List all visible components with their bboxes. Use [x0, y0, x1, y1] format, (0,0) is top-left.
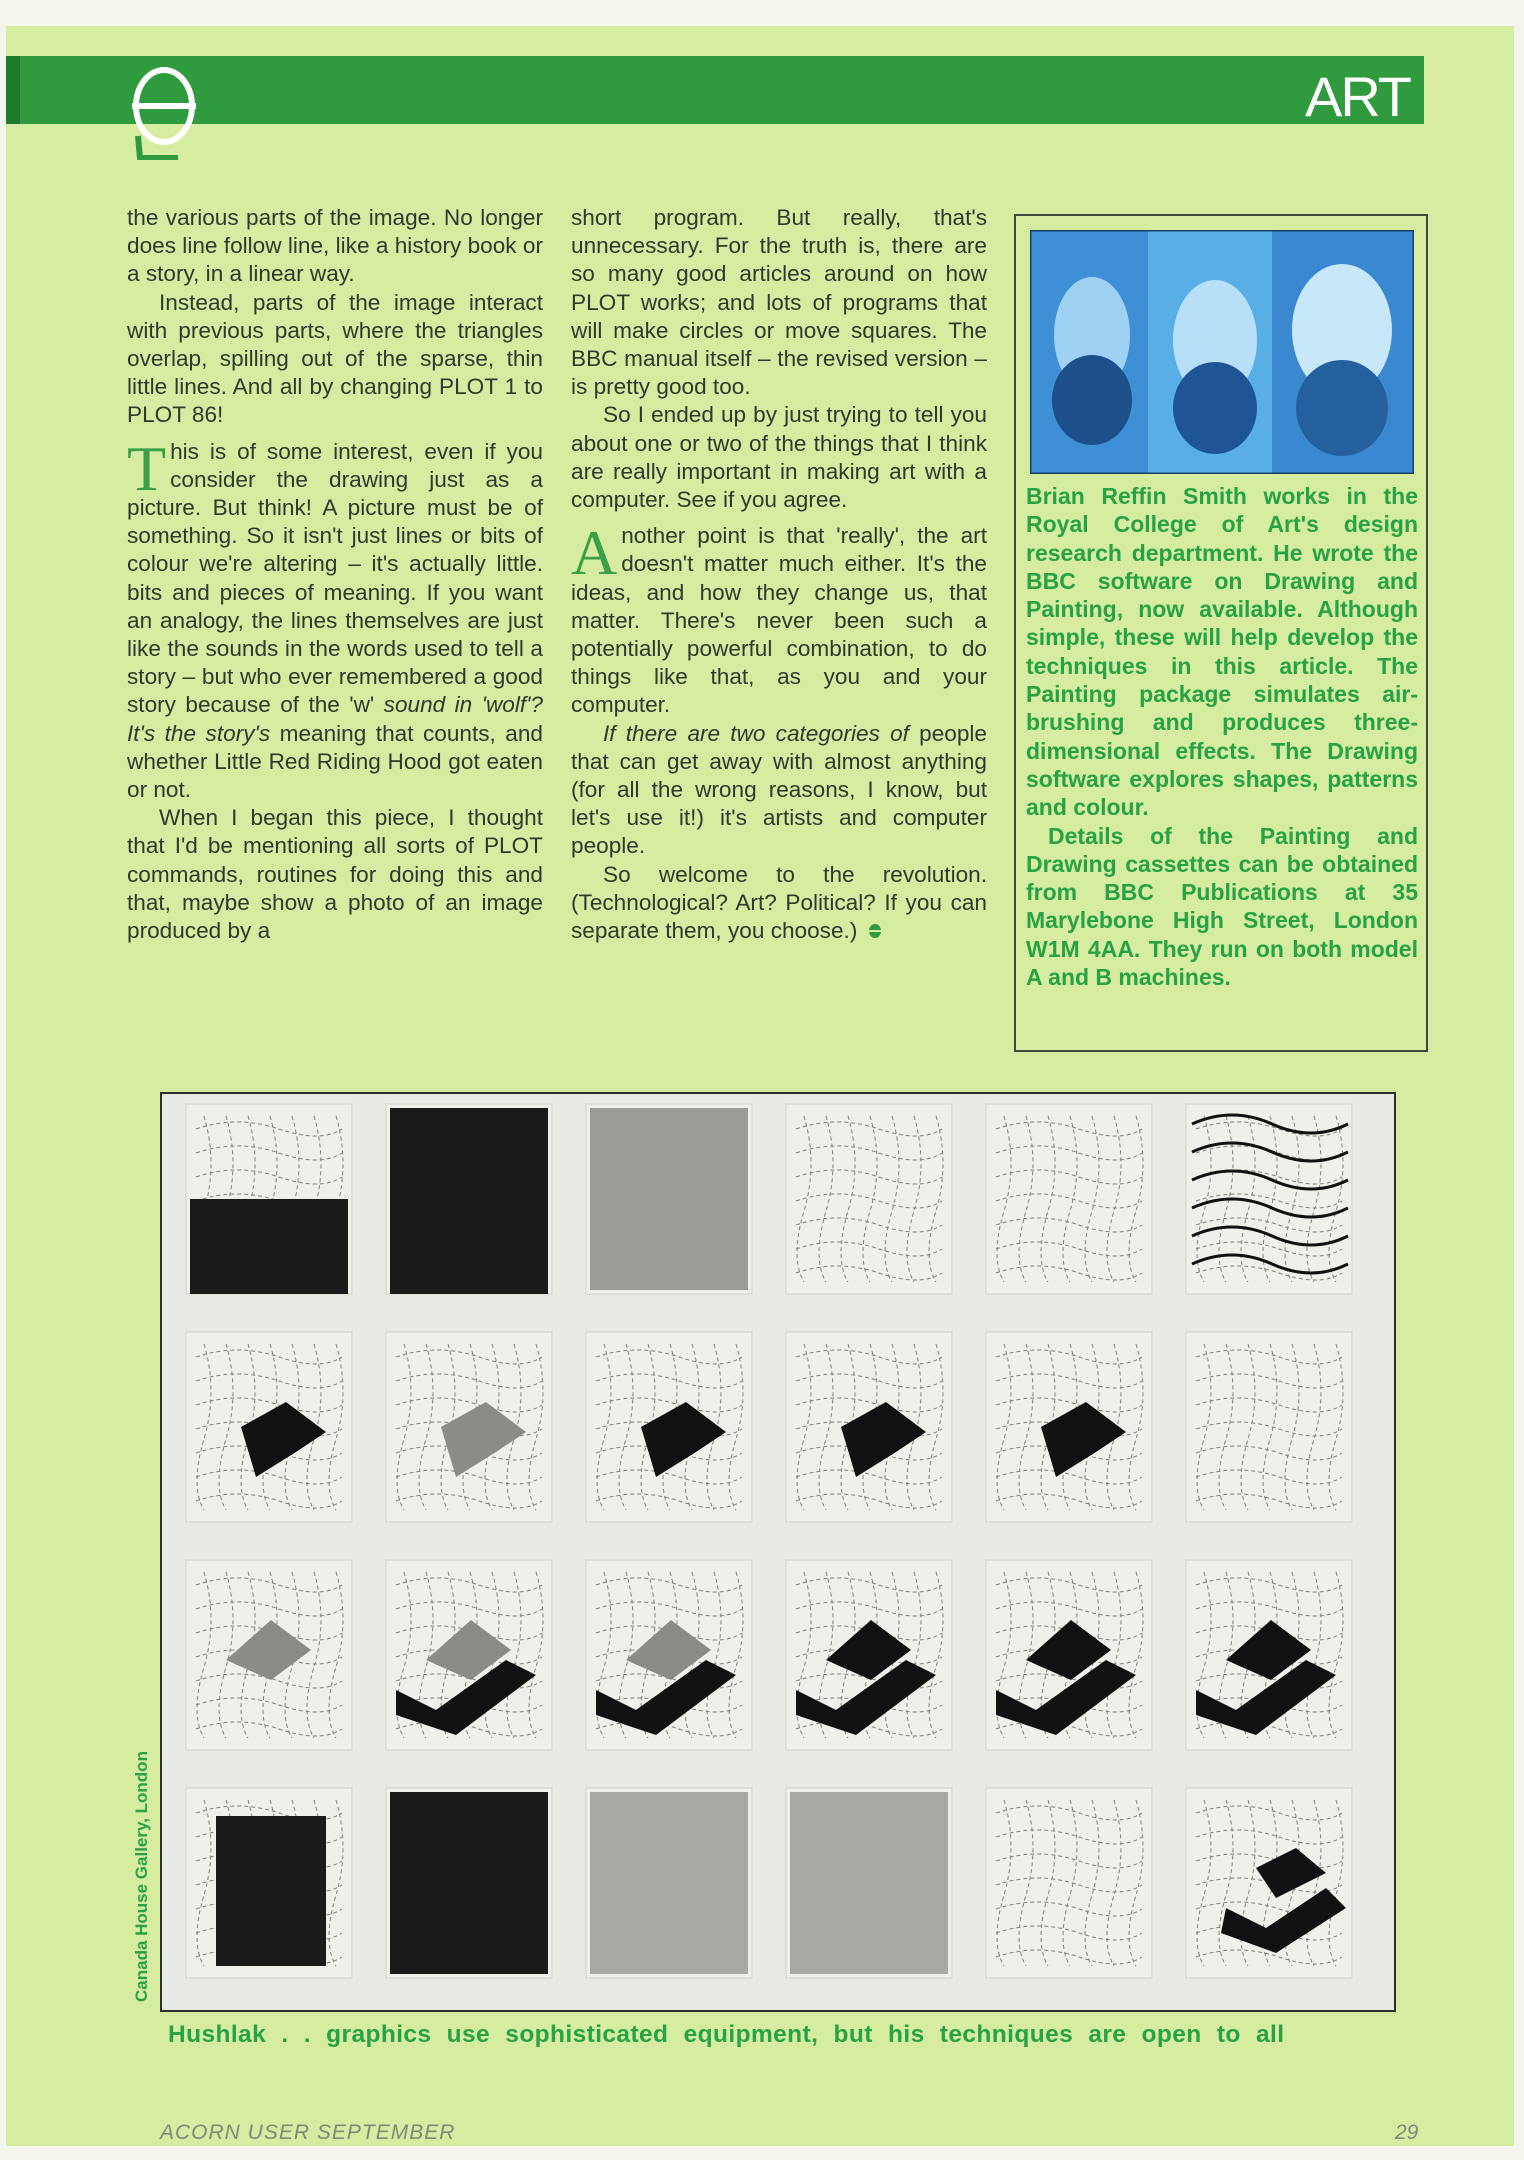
figure-panel	[986, 1104, 1152, 1294]
figure-panel	[1186, 1332, 1352, 1522]
hatched-fill	[590, 1108, 748, 1290]
figure-panel	[986, 1560, 1152, 1750]
paragraph: Instead, parts of the image interact with previous parts, where the triangles overlap, spilling out of the sparse, thin little lines. And all by changing PLOT 1 to PLOT 86!	[127, 289, 543, 428]
paragraph-text: his is of some interest, even if you consider the drawing just as a picture. But think! A picture must be of something. So it isn't just lines or bits of colour we're altering – it's actually little. bits and pieces of meaning. If you want an analogy, the lines themselves are just like the sounds in the words used to tell a story – but who ever remembered a good story because of the 'w'	[127, 438, 543, 718]
article-column-1	[127, 204, 543, 945]
figure-panel	[586, 1332, 752, 1522]
figure-panel	[186, 1788, 352, 1978]
paragraph-text: people that can get away with almost anything (for all the wrong reasons, I know, but let's use it!) it's artists and computer people.	[571, 720, 987, 859]
acorn-end-mark-icon	[867, 922, 883, 942]
panel-frame	[986, 1788, 1152, 1978]
dark-fill	[216, 1816, 326, 1966]
dark-fill	[390, 1792, 548, 1974]
figure-panel	[186, 1560, 352, 1750]
header-bar	[6, 56, 1424, 124]
paragraph-text: nother point is that 'really', the art doesn't matter much either. It's the ideas, and how they change us, that matter. There's never been such a potentially powerful combination, to do things like that, as you and your computer.	[571, 523, 987, 718]
article-column-2	[571, 204, 987, 945]
figure-panel	[386, 1560, 552, 1750]
figure-panel	[786, 1104, 952, 1294]
author-portrait-photo	[1030, 230, 1414, 474]
paragraph-italic-text: sound in 'wolf'? It's the story's	[127, 692, 543, 746]
figure-panel	[1186, 1104, 1352, 1294]
figure-panel	[1186, 1560, 1352, 1750]
sidebar-caption	[1026, 482, 1418, 991]
paragraph	[571, 720, 987, 861]
figure-panel	[1186, 1788, 1352, 1978]
header-bar-edge	[6, 56, 20, 124]
figure-panel	[786, 1332, 952, 1522]
paragraph-italic-text: If there are two categories of	[603, 720, 909, 746]
figure-panel	[786, 1788, 952, 1978]
paragraph	[571, 861, 987, 946]
figure-panel	[586, 1104, 752, 1294]
panel-frame	[786, 1104, 952, 1294]
figure-panel	[386, 1332, 552, 1522]
paragraph-text: So welcome to the revolution. (Technological? Art? Political? If you can separate them, you choose.)	[571, 861, 987, 944]
hatched-fill	[590, 1792, 748, 1974]
acorn-logo-icon	[118, 60, 208, 160]
panel-frame	[1186, 1332, 1352, 1522]
figure-panel	[586, 1560, 752, 1750]
author-sidebar	[1014, 214, 1428, 1052]
section-title: ART	[1305, 65, 1410, 128]
hatched-fill	[790, 1792, 948, 1974]
hushlak-graphics-grid-illustration	[160, 1092, 1396, 2012]
sidebar-details-text: Details of the Painting and Drawing cassettes can be obtained from BBC Publications at 35 Marylebone High Street, London W1M 4AA. They run on both model A and B machines.	[1026, 822, 1418, 991]
figure-panel	[786, 1560, 952, 1750]
figure-panel	[986, 1788, 1152, 1978]
drop-cap: T	[127, 432, 167, 504]
figure-panel	[386, 1104, 552, 1294]
paragraph: the various parts of the image. No longer does line follow line, like a history book or a story, in a linear way.	[127, 205, 543, 287]
paragraph-text: meaning that counts, and whether Little Red Riding Hood got eaten or not.	[127, 720, 543, 803]
paragraph: So I ended up by just trying to tell you about one or two of the things that I think are really important in making art with a computer. See if you agree.	[571, 402, 987, 513]
footer-magazine-name: ACORN USER SEPTEMBER	[160, 2121, 456, 2144]
paragraph	[571, 517, 987, 719]
footer-page-number: 29	[1395, 2121, 1419, 2144]
figure-panel	[586, 1788, 752, 1978]
drop-cap: A	[571, 517, 618, 589]
panel-frame	[986, 1104, 1152, 1294]
figure-panel	[386, 1788, 552, 1978]
figure-panel	[186, 1332, 352, 1522]
figure-caption: Hushlak . . graphics use sophisticated equipment, but his techniques are open to all	[168, 2021, 1285, 2048]
sidebar-bio-text: Brian Reffin Smith works in the Royal College of Art's design research department. He wrote the BBC software on Drawing and Painting, now available. Although simple, these will help develop the techniques in this article. The Painting package simulates air-brushing and produces three-dimensional effects. The Drawing software explores shapes, patterns and colour.	[1026, 483, 1418, 821]
magazine-page	[6, 26, 1514, 2146]
paragraph: When I began this piece, I thought that I'd be mentioning all sorts of PLOT commands, routines for doing this and that, maybe show a photo of an image produced by a	[127, 805, 543, 944]
paragraph: short program. But really, that's unnecessary. For the truth is, there are so many good articles around on how PLOT works; and lots of programs that will make circles or move squares. The BBC manual itself – the revised version – is pretty good too.	[571, 205, 987, 400]
photo-credit: Canada House Gallery, London	[132, 1751, 151, 2002]
figure-panel	[986, 1332, 1152, 1522]
dark-fill	[190, 1199, 348, 1294]
dark-fill	[390, 1108, 548, 1294]
paragraph	[127, 432, 543, 805]
figure-panel	[186, 1104, 352, 1294]
